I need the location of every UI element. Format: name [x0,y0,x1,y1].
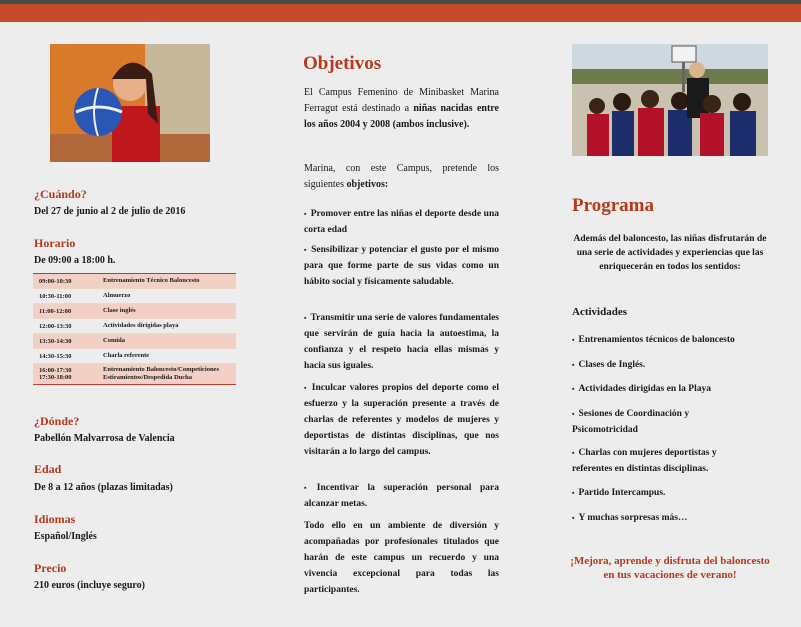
schedule-time: 11:00-12:00 [39,307,72,315]
schedule-time: 10:30-11:00 [39,292,72,300]
bullet-text: Promover entre las niñas el deporte desde una corta edad [304,209,499,235]
objetivos-closing: Todo ello en un ambiente de diversión y acompañadas por profesionales titulados que harán de este campus un recuerdo y una vivencia excepcional para todas las participantes. [304,521,499,595]
schedule-table [33,273,236,385]
schedule-row [33,349,236,364]
precio-value: 210 euros (incluye seguro) [34,580,146,591]
activity-item-6: ▪ Partido Intercampus. [572,488,666,498]
schedule-time: 14:30-15:30 [39,352,72,360]
schedule-row [33,274,236,289]
bullet-text: Inculcar valores propios del deporte como el esfuerzo y la superación presente a través de charlas de referentes y modelos de mujeres y deportistas de distintas disciplinas, que nos visitarán a lo largo del campus. [304,383,499,457]
schedule-time: 09:00-10:30 [39,277,72,285]
activity-text: Charlas con mujeres deportistas y referentes en distintas disciplinas. [572,448,717,474]
cuando-value: Del 27 de junio al 2 de julio de 2016 [34,206,186,217]
activity-item-7: ▪ Y muchas sorpresas más… [572,513,688,523]
activity-text: Sesiones de Coordinación y Psicomotricidad [572,409,690,435]
idiomas-value: Español/Inglés [34,531,97,542]
schedule-time: 16:00-17:30 17:30-18:00 [39,367,72,381]
programa-title: Programa [572,195,654,216]
schedule-activity: Clase inglés [103,307,136,314]
activity-item-3: ▪ Actividades dirigidas en la Playa [572,384,711,394]
bullet-text: Incentivar la superación personal para alcanzar metas. [304,483,499,509]
donde-value: Pabellón Malvarrosa de Valencia [34,433,175,444]
top-accent-band [0,4,801,22]
intro-bold-text: niñas nacidas entre los años 2004 y 2008 (ambos inclusive). [304,103,499,130]
intro2-bold-text: objetivos: [346,179,389,190]
schedule-row [33,334,236,349]
schedule-activity: Comida [103,337,126,344]
edad-value: De 8 a 12 años (plazas limitadas) [34,482,173,493]
schedule-time: 13:30-14:30 [39,337,72,345]
activity-text: Actividades dirigidas en la Playa [578,384,711,394]
schedule-activity: Entrenamiento Técnico Baloncesto [103,277,200,284]
activity-text: Entrenamientos técnicos de baloncesto [578,335,735,345]
edad-label: Edad [34,462,62,476]
horario-value: De 09:00 a 18:00 h. [34,255,116,266]
schedule-activity: Entrenamiento Baloncesto/Competiciones Estiramientos/Despedida Ducha [103,366,219,381]
intro-text: El Campus Femenino de Minibasket Marina Ferragut está destinado a [304,87,499,114]
donde-label: ¿Dónde? [34,414,80,428]
activity-item-4: ▪ Sesiones de Coordinación y Psicomotricidad [572,409,690,435]
activity-text: Clases de Inglés. [578,360,646,370]
objetivo-bullet-4: ▪ Inculcar valores propios del deporte como el esfuerzo y la superación presente a través de charlas de referentes y modelos de mujeres y deportistas de distintas disciplinas, que nos visitarán a lo largo del campus. [304,383,499,457]
schedule-row [33,319,236,334]
bullet-text: Transmitir una serie de valores fundamentales que servirán de guía hacia la autoestima, la confianza y el respeto hacia ellas mismas y hacia sus iguales. [304,313,499,371]
objetivos-intro-2 [304,161,499,193]
programa-closing: ¡Mejora, aprende y disfruta del baloncesto en tus vacaciones de verano! [570,555,770,581]
schedule-time: 12:00-13:30 [39,322,72,330]
girl-basketball-photo [50,44,210,162]
idiomas-label: Idiomas [34,512,76,526]
horario-label: Horario [34,236,76,250]
activity-text: Partido Intercampus. [578,488,666,498]
objetivo-bullet-2: ▪ Sensibilizar y potenciar el gusto por el mismo para que forme parte de sus vidas como un hábito social y físicamente saludable. [304,245,499,287]
objetivo-bullet-5: ▪ Incentivar la superación personal para alcanzar metas. [304,483,499,509]
objetivos-title: Objetivos [303,53,382,74]
schedule-row [33,289,236,304]
objetivos-intro [304,85,499,133]
cuando-label: ¿Cuándo? [34,187,87,201]
actividades-label: Actividades [572,306,627,318]
activity-item-2: ▪ Clases de Inglés. [572,360,646,370]
schedule-row [33,364,236,384]
schedule-activity: Actividades dirigidas playa [103,322,179,329]
bullet-text: Sensibilizar y potenciar el gusto por el mismo para que forme parte de sus vidas como un hábito social y físicamente saludable. [304,245,499,287]
programa-intro: Además del baloncesto, las niñas disfrutarán de una serie de actividades y experiencias que las enriquecerán en todos los sentidos: [573,234,767,272]
activity-text: Y muchas sorpresas más… [578,513,688,523]
schedule-activity: Almuerzo [103,292,131,299]
precio-label: Precio [34,561,67,575]
schedule-activity: Charla referente [103,352,150,359]
objetivo-bullet-1: ▪ Promover entre las niñas el deporte desde una corta edad [304,209,499,235]
schedule-row [33,304,236,319]
objetivo-bullet-3: ▪ Transmitir una serie de valores fundamentales que servirán de guía hacia la autoestima, la confianza y el respeto hacia ellas mismas y hacia sus iguales. [304,313,499,371]
intro2-text: Marina, con este Campus, pretende los siguientes [304,163,499,190]
team-huddle-photo [572,44,768,156]
activity-item-5: ▪ Charlas con mujeres deportistas y referentes en distintas disciplinas. [572,448,717,474]
activity-item-1: ▪ Entrenamientos técnicos de baloncesto [572,335,735,345]
